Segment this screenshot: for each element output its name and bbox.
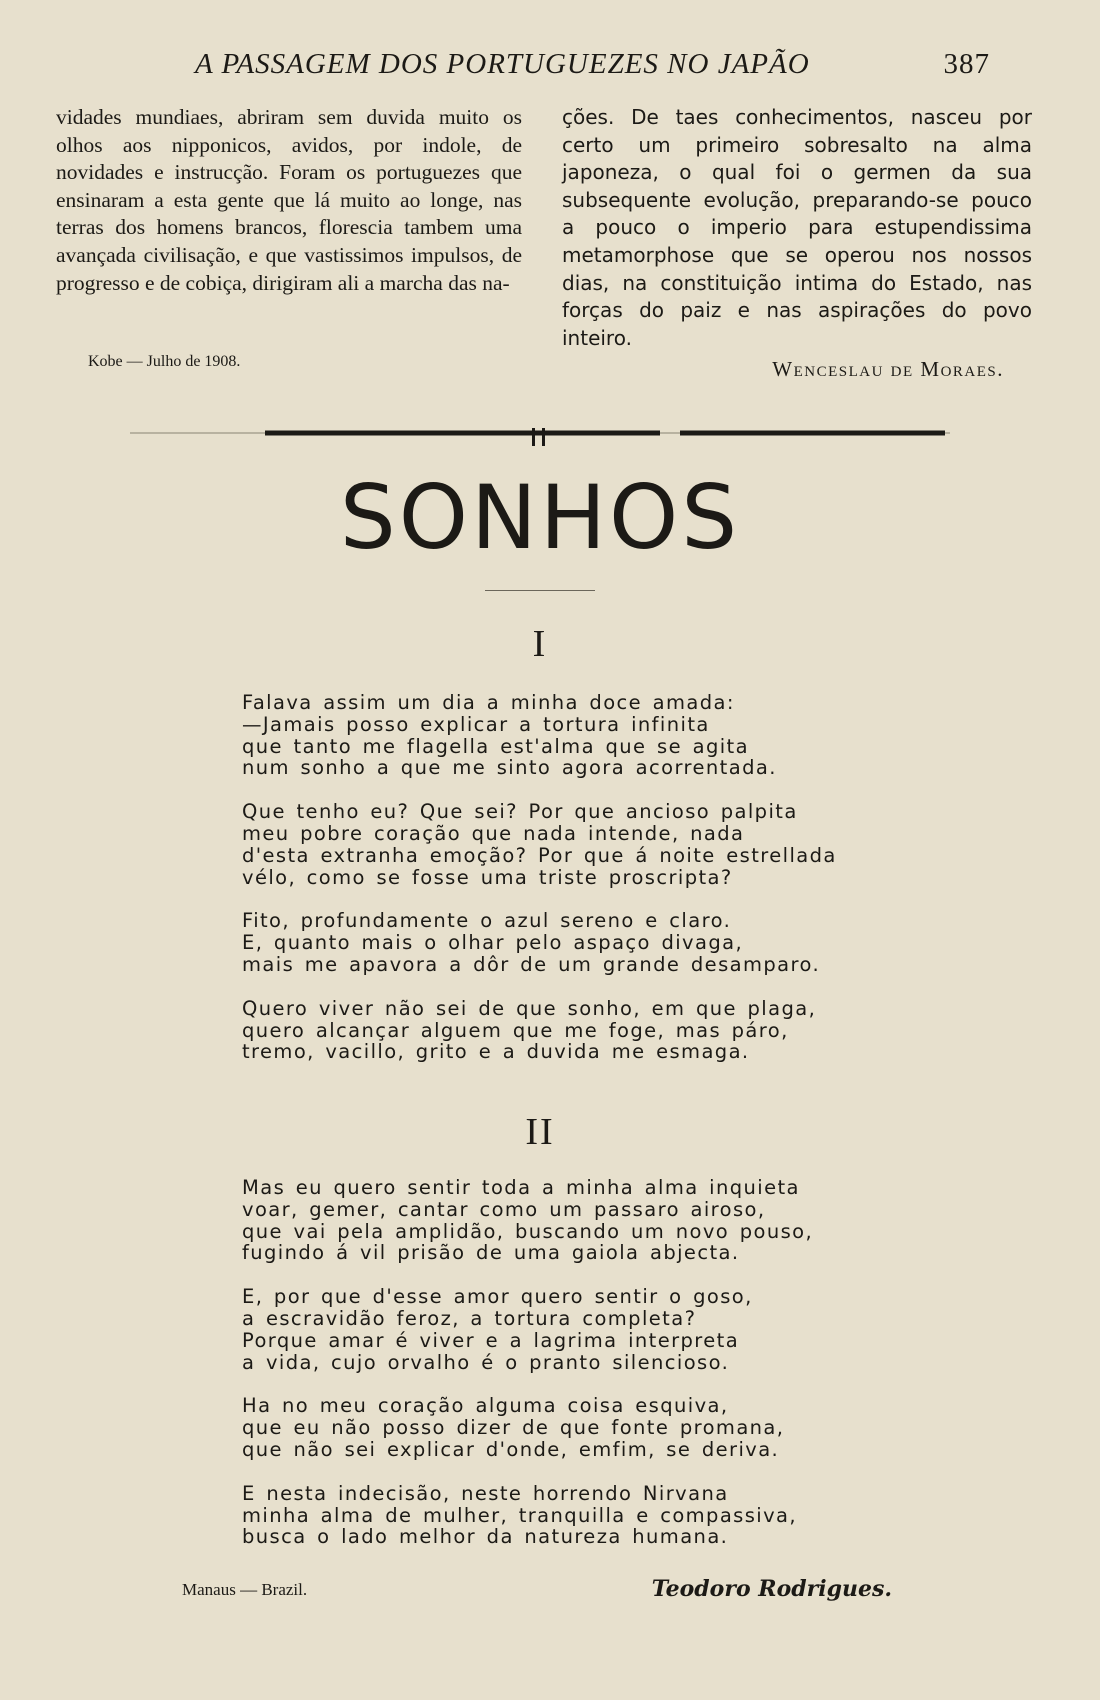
article-text-right: ções. De taes conhecimentos, nasceu por certo um primeiro sobresalto na alma japoneza, o qual foi o germen da sua subsequente evolução, preparando-se pouco a pouco o imperio para estupendissima metamorphose que se operou nos nossos dias, na constituição intima do Estado, nas forças do paiz e nas aspirações do povo inteiro. [562, 105, 1032, 350]
stanza [242, 1483, 882, 1548]
verse-line: que tanto me flagella est'alma que se agita [242, 734, 749, 758]
stanza [242, 801, 882, 888]
verse-line: voar, gemer, cantar como um passaro airoso, [242, 1197, 766, 1221]
verse-line: fugindo á vil prisão de uma gaiola abjecta. [242, 1241, 740, 1265]
stanza [242, 1177, 882, 1264]
verse-line: minha alma de mulher, tranquilla e compassiva, [242, 1503, 798, 1527]
poem-title: SONHOS [339, 466, 741, 569]
title-underline [485, 590, 595, 591]
verse-line: quero alcançar alguem que me foge, mas páro, [242, 1018, 789, 1042]
running-title: A PASSAGEM DOS PORTUGUEZES NO JAPÃO [195, 48, 810, 80]
verse-line: meu pobre coração que nada intende, nada [242, 821, 745, 845]
verse-line: vélo, como se fosse uma triste proscripta? [242, 865, 733, 889]
stanza [242, 1395, 882, 1460]
verse-line: E, por que d'esse amor quero sentir o goso, [242, 1285, 753, 1309]
verse-line: d'esta extranha emoção? Por que á noite estrellada [242, 843, 837, 867]
verse-line: a vida, cujo orvalho é o pranto silencioso. [242, 1350, 730, 1374]
article-author: Wenceslau de Moraes. [772, 357, 1004, 381]
verse-line: Falava assim um dia a minha doce amada: [242, 691, 735, 714]
verse-line: E nesta indecisão, neste horrendo Nirvana [242, 1481, 729, 1505]
article-column-left [56, 104, 522, 297]
verse-line: mais me apavora a dôr de um grande desamparo. [242, 952, 821, 976]
verse-line: Porque amar é viver e a lagrima interpreta [242, 1328, 740, 1352]
verse-line: —Jamais posso explicar a tortura infinita [242, 712, 710, 736]
verse-line: a escravidão feroz, a tortura completa? [242, 1306, 697, 1330]
verse-line: num sonho a que me sinto agora acorrentada. [242, 756, 777, 780]
verse-line: que vai pela amplidão, buscando um novo pouso, [242, 1219, 814, 1243]
section-divider-ornament [130, 428, 950, 446]
stanza [242, 692, 882, 779]
verse-line: Ha no meu coração alguma coisa esquiva, [242, 1394, 729, 1418]
section-numeral-2: II [525, 1111, 555, 1153]
stanza [242, 1286, 882, 1373]
verse-line: Quero viver não sei de que sonho, em que plaga, [242, 996, 817, 1020]
verse-line: Mas eu quero sentir toda a minha alma inquieta [242, 1176, 800, 1199]
verse-line: Que tenho eu? Que sei? Por que ancioso palpita [242, 800, 798, 824]
verse-line: que eu não posso dizer de que fonte promana, [242, 1416, 785, 1440]
verse-line: E, quanto mais o olhar pelo aspaço divaga, [242, 931, 744, 955]
poem-place: Manaus — Brazil. [182, 1580, 308, 1599]
poem-author: Teodoro Rodrigues. [651, 1576, 892, 1602]
stanza [242, 910, 882, 975]
verse-line: tremo, vacillo, grito e a duvida me esmaga. [242, 1040, 750, 1064]
article-text-left: vidades mundiaes, abriram sem duvida muito os olhos aos nipponicos, avidos, por indole, de novidades e instrucção. Foram os portuguezes que ensinaram a esta gente que lá muito ao longe, nas terras dos homens brancos, florescia tambem uma avançada civilisação, e que vastissimos impulsos, de progresso e de cobiça, dirigiram ali a marcha das na- [56, 105, 522, 295]
poem-section-2 [242, 1177, 882, 1570]
article-column-right [562, 104, 1032, 352]
page-number: 387 [943, 48, 990, 80]
poem-section-1 [242, 692, 882, 1085]
article-place-date: Kobe — Julho de 1908. [88, 353, 241, 370]
verse-line: Fito, profundamente o azul sereno e claro. [242, 909, 732, 933]
section-numeral-1: I [532, 623, 548, 665]
running-header [150, 48, 990, 81]
verse-line: que não sei explicar d'onde, emfim, se deriva. [242, 1437, 780, 1461]
stanza [242, 998, 882, 1063]
verse-line: busca o lado melhor da natureza humana. [242, 1525, 729, 1549]
